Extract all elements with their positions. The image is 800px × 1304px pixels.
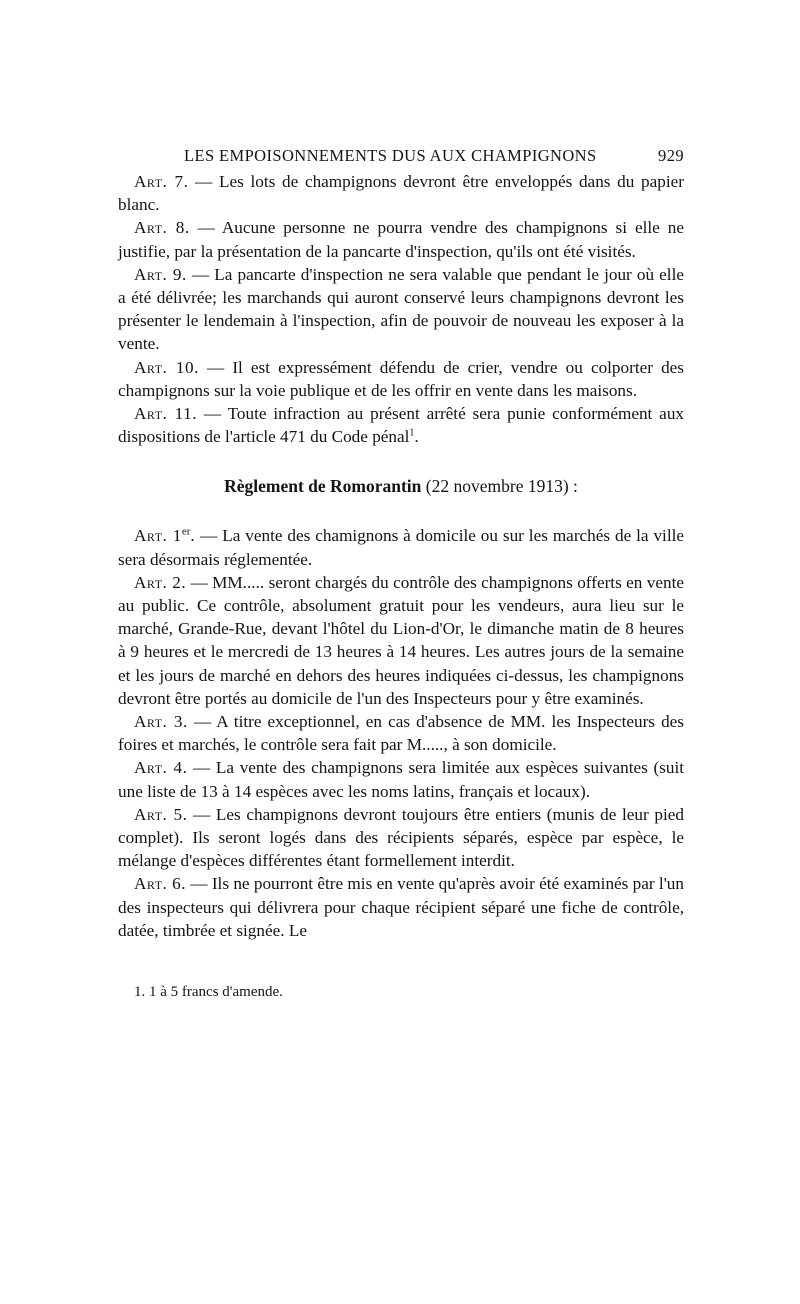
ordinal-suffix: er	[181, 525, 191, 538]
article-text: — Ils ne pourront être mis en vente qu'après avoir été examinés par l'un des inspecteurs qui délivrera pour chaque récipient séparé une fiche de contrôle, datée, timbrée et signée. Le	[118, 874, 684, 940]
article-label: Art. 5.	[134, 804, 188, 824]
article-text: — Il est expressément défendu de crier, vendre ou colporter des champignons sur la voie publique et de les offrir en vente dans les maisons.	[118, 357, 684, 400]
article-label: Art. 11.	[134, 404, 198, 424]
article-label-end: .	[190, 526, 196, 546]
article-text: — Les champignons devront toujours être entiers (munis de leur pied complet). Ils seront logés dans des récipients séparés, espèce par espèce, le mélange d'espèces différentes étant formellement interdit.	[118, 804, 684, 871]
footnote-marker: 1.	[134, 984, 146, 1001]
section-heading	[118, 474, 684, 498]
article-11	[118, 402, 684, 448]
article-label: Art. 8.	[134, 218, 190, 238]
page-number: 929	[658, 146, 684, 165]
article-10	[118, 356, 684, 402]
article-text-end: .	[414, 427, 419, 447]
article-7	[118, 170, 684, 216]
article-4	[118, 756, 684, 802]
footnote	[118, 982, 684, 1002]
section-heading-title: Règlement de Romorantin	[224, 476, 422, 497]
running-title: LES EMPOISONNEMENTS DUS AUX CHAMPIGNONS	[184, 146, 597, 165]
book-page	[118, 142, 684, 1017]
running-head	[118, 142, 684, 170]
article-text: — Aucune personne ne pourra vendre des champignons si elle ne justifie, par la présentation de la pancarte d'inspection, qu'ils ont été visités.	[118, 218, 684, 261]
article-label: Art. 9.	[134, 264, 187, 284]
article-label: Art. 1	[134, 526, 182, 546]
article-label: Art. 10.	[134, 357, 199, 377]
article-label: Art. 7.	[134, 172, 189, 191]
article-text: — MM..... seront chargés du contrôle des champignons offerts en vente au public. Ce contrôle, absolument gratuit pour les vendeurs, aura lieu sur le marché, Grande-Rue, devant l'hôtel du Lion-d'Or, le dimanche matin de 8 heures à 9 heures et le mercredi de 13 heures à 14 heures. Les autres jours de la semaine et les jours de marché en dehors des heures indiquées ci-dessus, les champignons devront être portés au domicile de l'un des Inspecteurs pour y être examinés.	[118, 572, 685, 708]
article-label: Art. 2.	[134, 572, 187, 592]
article-2	[118, 571, 684, 710]
footnote-reference: 1	[409, 427, 415, 439]
article-text: — Les lots de champignons devront être enveloppés dans du papier blanc.	[118, 172, 684, 215]
footnote-text: 1 à 5 francs d'amende.	[145, 984, 283, 1001]
article-text: — Toute infraction au présent arrêté sera punie conformément aux dispositions de l'article 471 du Code pénal	[118, 404, 685, 447]
article-text: — A titre exceptionnel, en cas d'absence de MM. les Inspecteurs des foires et marchés, le contrôle sera fait par M....., à son domicile.	[118, 712, 684, 755]
article-9	[118, 263, 684, 356]
article-5	[118, 803, 684, 873]
article-label: Art. 6.	[134, 874, 187, 894]
article-1	[118, 524, 684, 570]
article-3	[118, 710, 684, 756]
article-text: — La vente des champignons sera limitée aux espèces suivantes (suit une liste de 13 à 14 espèces avec les noms latins, français et locaux).	[118, 758, 685, 801]
article-text: — La vente des chamignons à domicile ou sur les marchés de la ville sera désormais réglementée.	[118, 526, 685, 569]
article-text: — La pancarte d'inspection ne sera valable que pendant le jour où elle a été délivrée; les marchands qui auront conservé leurs champignons devront les présenter le lendemain à l'inspection, afin de pouvoir de nouveau les exposer à la vente.	[118, 264, 684, 354]
section-heading-date: (22 novembre 1913) :	[421, 476, 578, 497]
article-label: Art. 3.	[134, 712, 188, 732]
article-label: Art. 4.	[134, 758, 188, 778]
article-8	[118, 216, 684, 262]
article-6	[118, 872, 684, 942]
